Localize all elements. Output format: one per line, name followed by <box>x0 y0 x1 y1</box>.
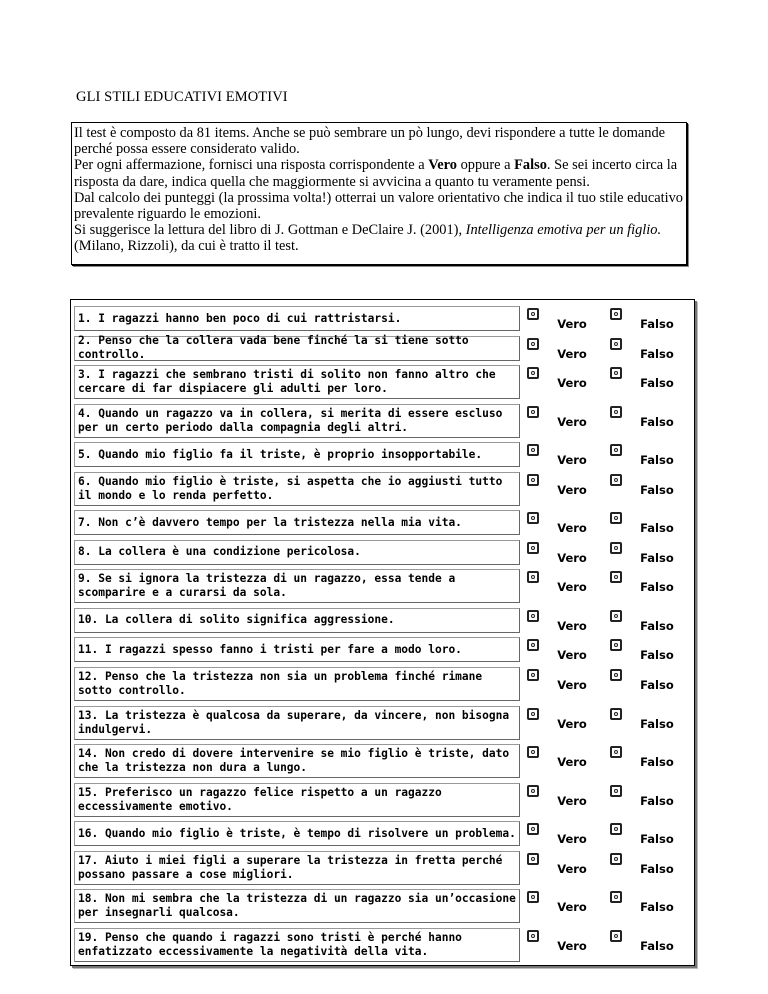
vero-radio-icon[interactable] <box>527 406 539 418</box>
question-text: 2. Penso che la collera vada bene finché la si tiene sotto controllo. <box>74 336 520 361</box>
falso-label: Falso <box>640 938 674 953</box>
falso-label: Falso <box>640 521 674 536</box>
vero-radio-icon[interactable] <box>527 785 539 797</box>
vero-option[interactable] <box>525 928 608 962</box>
question-row <box>74 889 691 923</box>
vero-option[interactable] <box>525 404 608 438</box>
falso-radio-icon[interactable] <box>610 542 622 554</box>
question-text: 13. La tristezza è qualcosa da superare, da vincere, non bisogna indulgervi. <box>74 706 520 740</box>
question-row <box>74 365 691 399</box>
question-row <box>74 306 691 331</box>
falso-option[interactable] <box>608 706 691 740</box>
question-text: 12. Penso che la tristezza non sia un problema finché rimane sotto controllo. <box>74 667 520 701</box>
falso-emphasis: Falso <box>514 157 547 174</box>
falso-label: Falso <box>640 580 674 595</box>
vero-label: Vero <box>557 346 587 361</box>
vero-radio-icon[interactable] <box>527 639 539 651</box>
falso-option[interactable] <box>608 442 691 467</box>
falso-radio-icon[interactable] <box>610 823 622 835</box>
vero-label: Vero <box>557 453 587 468</box>
vero-option[interactable] <box>525 472 608 506</box>
vero-option[interactable] <box>525 851 608 885</box>
vero-label: Vero <box>557 678 587 693</box>
question-row <box>74 442 691 467</box>
question-row <box>74 744 691 778</box>
vero-radio-icon[interactable] <box>527 367 539 379</box>
vero-option[interactable] <box>525 540 608 565</box>
question-text: 14. Non credo di dovere intervenire se mio figlio è triste, dato che la tristezza non dura a lungo. <box>74 744 520 778</box>
vero-emphasis: Vero <box>428 157 457 174</box>
vero-radio-icon[interactable] <box>527 891 539 903</box>
vero-label: Vero <box>557 550 587 565</box>
question-text: 3. I ragazzi che sembrano tristi di solito non fanno altro che cercare di far dispiacere gli adulti per loro. <box>74 365 520 399</box>
falso-option[interactable] <box>608 569 691 603</box>
question-row <box>74 404 691 438</box>
falso-label: Falso <box>640 793 674 808</box>
vero-radio-icon[interactable] <box>527 708 539 720</box>
vero-label: Vero <box>557 648 587 663</box>
vero-radio-icon[interactable] <box>527 542 539 554</box>
falso-radio-icon[interactable] <box>610 930 622 942</box>
vero-label: Vero <box>557 618 587 633</box>
falso-label: Falso <box>640 678 674 693</box>
vero-option[interactable] <box>525 744 608 778</box>
falso-radio-icon[interactable] <box>610 746 622 758</box>
falso-option[interactable] <box>608 336 691 361</box>
question-text: 17. Aiuto i miei figli a superare la tristezza in fretta perché possano passare a cose migliori. <box>74 851 520 885</box>
vero-option[interactable] <box>525 667 608 701</box>
vero-radio-icon[interactable] <box>527 571 539 583</box>
vero-option[interactable] <box>525 442 608 467</box>
vero-radio-icon[interactable] <box>527 474 539 486</box>
falso-option[interactable] <box>608 540 691 565</box>
question-text: 16. Quando mio figlio è triste, è tempo di risolvere un problema. <box>74 821 520 846</box>
question-row <box>74 706 691 740</box>
question-row <box>74 608 691 633</box>
question-text: 18. Non mi sembra che la tristezza di un ragazzo sia un’occasione per insegnarli qualcosa. <box>74 889 520 923</box>
falso-radio-icon[interactable] <box>610 610 622 622</box>
falso-radio-icon[interactable] <box>610 444 622 456</box>
falso-option[interactable] <box>608 821 691 846</box>
vero-label: Vero <box>557 716 587 731</box>
question-text: 1. I ragazzi hanno ben poco di cui rattristarsi. <box>74 306 520 331</box>
vero-radio-icon[interactable] <box>527 930 539 942</box>
question-row <box>74 851 691 885</box>
falso-label: Falso <box>640 755 674 770</box>
question-row <box>74 928 691 962</box>
question-text: 7. Non c’è davvero tempo per la tristezza nella mia vita. <box>74 510 520 535</box>
falso-label: Falso <box>640 550 674 565</box>
question-row <box>74 667 691 701</box>
vero-option[interactable] <box>525 608 608 633</box>
falso-label: Falso <box>640 376 674 391</box>
question-row <box>74 510 691 535</box>
falso-option[interactable] <box>608 667 691 701</box>
question-row <box>74 637 691 662</box>
vero-option[interactable] <box>525 706 608 740</box>
falso-label: Falso <box>640 832 674 847</box>
question-text: 4. Quando un ragazzo va in collera, si merita di essere escluso per un certo periodo dalla compagnia degli altri. <box>74 404 520 438</box>
falso-label: Falso <box>640 482 674 497</box>
vero-option[interactable] <box>525 365 608 399</box>
falso-radio-icon[interactable] <box>610 406 622 418</box>
vero-radio-icon[interactable] <box>527 512 539 524</box>
falso-option[interactable] <box>608 608 691 633</box>
falso-option[interactable] <box>608 744 691 778</box>
falso-label: Falso <box>640 453 674 468</box>
falso-radio-icon[interactable] <box>610 338 622 350</box>
question-row <box>74 569 691 603</box>
vero-label: Vero <box>557 793 587 808</box>
question-text: 8. La collera è una condizione pericolosa. <box>74 540 520 565</box>
page-title: GLI STILI EDUCATIVI EMOTIVI <box>76 89 288 105</box>
question-row <box>74 472 691 506</box>
vero-option[interactable] <box>525 569 608 603</box>
falso-option[interactable] <box>608 851 691 885</box>
vero-label: Vero <box>557 317 587 331</box>
vero-label: Vero <box>557 938 587 953</box>
falso-radio-icon[interactable] <box>610 708 622 720</box>
falso-option[interactable] <box>608 306 691 331</box>
falso-option[interactable] <box>608 889 691 923</box>
falso-option[interactable] <box>608 510 691 535</box>
vero-label: Vero <box>557 755 587 770</box>
vero-radio-icon[interactable] <box>527 746 539 758</box>
falso-label: Falso <box>640 618 674 633</box>
vero-radio-icon[interactable] <box>527 610 539 622</box>
vero-option[interactable] <box>525 336 608 361</box>
vero-label: Vero <box>557 861 587 876</box>
falso-radio-icon[interactable] <box>610 512 622 524</box>
vero-label: Vero <box>557 376 587 391</box>
falso-option[interactable] <box>608 472 691 506</box>
falso-option[interactable] <box>608 365 691 399</box>
vero-label: Vero <box>557 521 587 536</box>
falso-radio-icon[interactable] <box>610 669 622 681</box>
vero-label: Vero <box>557 580 587 595</box>
vero-option[interactable] <box>525 510 608 535</box>
falso-label: Falso <box>640 900 674 915</box>
vero-radio-icon[interactable] <box>527 444 539 456</box>
question-row <box>74 336 691 361</box>
instructions-paragraph-2: Per ogni affermazione, fornisci una risposta corrispondente a Vero oppure a Falso. Se sei incerto circa la risposta da dare, indica quella che maggiormente si avvicina a quanto tu veramente pensi. <box>74 157 678 190</box>
vero-option[interactable] <box>525 783 608 817</box>
falso-radio-icon[interactable] <box>610 891 622 903</box>
falso-radio-icon[interactable] <box>610 308 622 320</box>
question-text: 10. La collera di solito significa aggressione. <box>74 608 520 633</box>
falso-radio-icon[interactable] <box>610 853 622 865</box>
falso-radio-icon[interactable] <box>610 474 622 486</box>
instructions-paragraph-3: Dal calcolo dei punteggi (la prossima volta!) otterrai un valore orientativo che indica il tuo stile educativo prevalente riguardo le emozioni. <box>74 189 684 223</box>
vero-radio-icon[interactable] <box>527 853 539 865</box>
falso-label: Falso <box>640 648 674 663</box>
instructions-box <box>71 122 687 265</box>
question-row <box>74 783 691 817</box>
question-text: 9. Se si ignora la tristezza di un ragazzo, essa tende a scomparire e a curarsi da sola. <box>74 569 520 603</box>
vero-option[interactable] <box>525 821 608 846</box>
falso-option[interactable] <box>608 404 691 438</box>
falso-option[interactable] <box>608 783 691 817</box>
falso-option[interactable] <box>608 928 691 962</box>
question-row <box>74 821 691 846</box>
questionnaire-table <box>70 299 695 966</box>
vero-label: Vero <box>557 900 587 915</box>
question-row <box>74 540 691 565</box>
falso-radio-icon[interactable] <box>610 785 622 797</box>
vero-radio-icon[interactable] <box>527 823 539 835</box>
vero-radio-icon[interactable] <box>527 338 539 350</box>
question-text: 15. Preferisco un ragazzo felice rispetto a un ragazzo eccessivamente emotivo. <box>74 783 520 817</box>
vero-label: Vero <box>557 832 587 847</box>
vero-option[interactable] <box>525 306 608 331</box>
instructions-paragraph-1: Il test è composto da 81 items. Anche se può sembrare un pò lungo, devi rispondere a tutte le domande perché possa essere considerato valido. <box>74 125 666 158</box>
falso-label: Falso <box>640 317 674 331</box>
falso-radio-icon[interactable] <box>610 639 622 651</box>
vero-option[interactable] <box>525 889 608 923</box>
instructions-paragraph-4: Si suggerisce la lettura del libro di J. Gottman e DeClaire J. (2001), Intelligenza emotiva per un figlio. (Milano, Rizzoli), da cui è tratto il test. <box>74 222 662 255</box>
question-text: 5. Quando mio figlio fa il triste, è proprio insopportabile. <box>74 442 520 467</box>
falso-label: Falso <box>640 414 674 429</box>
vero-radio-icon[interactable] <box>527 669 539 681</box>
falso-label: Falso <box>640 346 674 361</box>
question-text: 19. Penso che quando i ragazzi sono tristi è perché hanno enfatizzato eccessivamente la negatività della vita. <box>74 928 520 962</box>
vero-label: Vero <box>557 414 587 429</box>
falso-label: Falso <box>640 861 674 876</box>
book-title: Intelligenza emotiva per un figlio. <box>465 222 662 239</box>
falso-label: Falso <box>640 716 674 731</box>
vero-label: Vero <box>557 482 587 497</box>
question-text: 6. Quando mio figlio è triste, si aspetta che io aggiusti tutto il mondo e lo renda perfetto. <box>74 472 520 506</box>
falso-radio-icon[interactable] <box>610 367 622 379</box>
vero-option[interactable] <box>525 637 608 662</box>
question-text: 11. I ragazzi spesso fanno i tristi per fare a modo loro. <box>74 637 520 662</box>
falso-radio-icon[interactable] <box>610 571 622 583</box>
falso-option[interactable] <box>608 637 691 662</box>
vero-radio-icon[interactable] <box>527 308 539 320</box>
